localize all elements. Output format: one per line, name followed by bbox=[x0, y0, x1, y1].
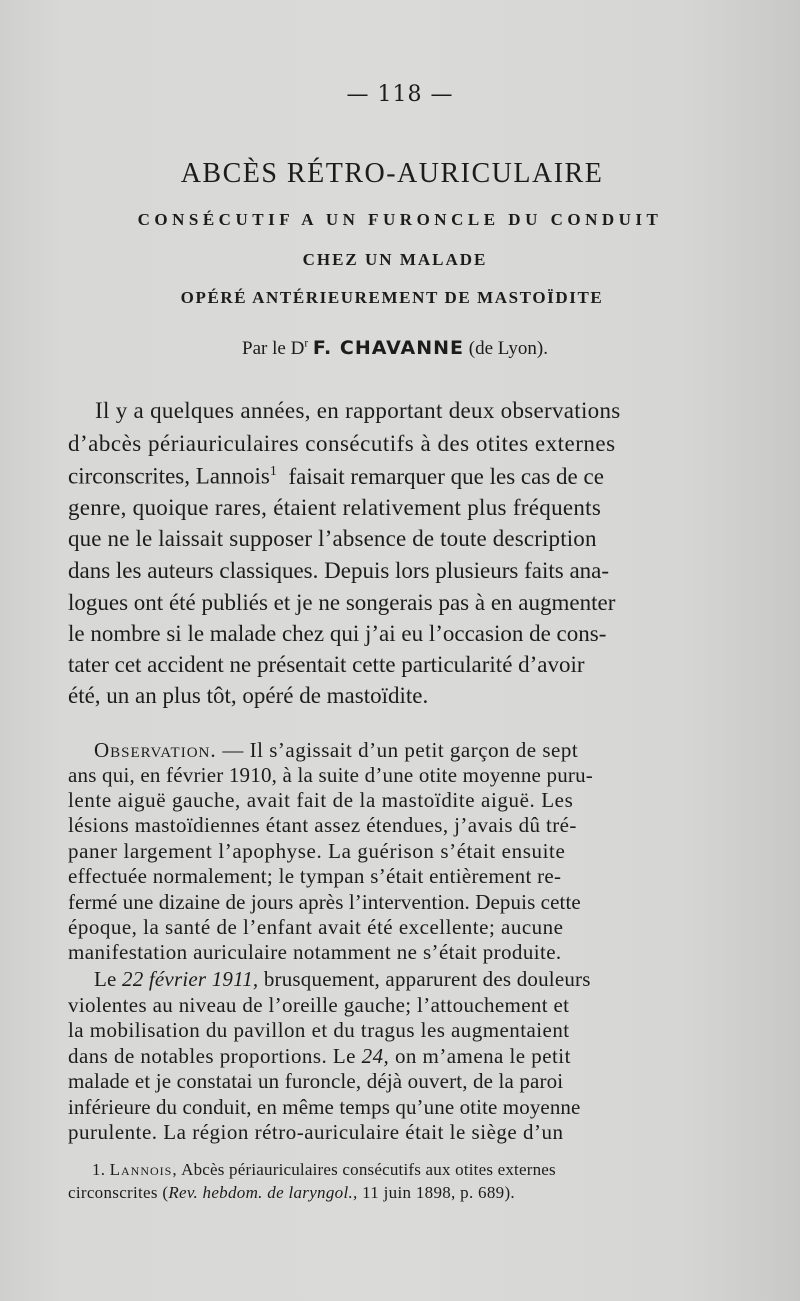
case-day: 24, bbox=[361, 1044, 390, 1068]
footnote-author: Lannois, bbox=[109, 1160, 178, 1179]
intro-line-1: Il y a quelques années, en rapportant deux observations bbox=[95, 398, 621, 423]
byline-prefix: Par le D bbox=[242, 338, 305, 359]
case-line-1 bbox=[94, 967, 591, 992]
intro-line-7: logues ont été publiés et je ne songerais pas à en augmenter bbox=[68, 590, 616, 615]
article-subtitle-1: CONSÉCUTIF A UN FURONCLE DU CONDUIT bbox=[137, 210, 663, 229]
case-line-4b: on m’amena le petit bbox=[394, 1044, 571, 1068]
case-line-5: malade et je constatai un furoncle, déjà ouvert, de la paroi bbox=[68, 1069, 564, 1093]
intro-line-8: le nombre si le malade chez qui j’ai eu l’occasion de cons- bbox=[68, 621, 607, 646]
observation-line-1-text: — Il s’agissait d’un petit garçon de sept bbox=[222, 738, 579, 762]
footnote-line-2 bbox=[68, 1183, 515, 1203]
intro-line-4: genre, quoique rares, étaient relativement plus fréquents bbox=[68, 495, 602, 520]
observation-line-4: lésions mastoïdiennes étant assez étendues, j’avais dû tré- bbox=[68, 813, 577, 837]
case-line-6: inférieure du conduit, en même temps qu’une otite moyenne bbox=[68, 1095, 581, 1119]
intro-line-2: d’abcès périauriculaires consécutifs à des otites externes bbox=[68, 431, 616, 456]
intro-line-6: dans les auteurs classiques. Depuis lors plusieurs faits ana- bbox=[68, 558, 610, 583]
footnote-line-2-end: 11 juin 1898, p. 689). bbox=[362, 1183, 515, 1202]
observation-line-5: paner largement l’apophyse. La guérison s’était ensuite bbox=[68, 839, 566, 863]
footnote-line-1 bbox=[92, 1160, 556, 1180]
article-subtitle-2: CHEZ UN MALADE bbox=[302, 250, 488, 269]
observation-line-2: ans qui, en février 1910, à la suite d’une otite moyenne puru- bbox=[68, 763, 593, 787]
page-number: — 118 — bbox=[346, 82, 454, 107]
intro-line-3 bbox=[68, 463, 604, 490]
case-line-4 bbox=[68, 1044, 571, 1069]
case-date: 22 février 1911, bbox=[122, 967, 259, 991]
footnote-journal: Rev. hebdom. de laryngol., bbox=[168, 1183, 358, 1202]
case-lead: Le bbox=[94, 967, 117, 991]
byline-prefix-sup: r bbox=[304, 337, 309, 350]
observation-line-8: époque, la santé de l’enfant avait été excellente; aucune bbox=[68, 915, 564, 939]
intro-line-3b: faisait remarquer que les cas de ce bbox=[288, 463, 604, 489]
intro-line-3a: circonscrites, Lannois bbox=[68, 463, 270, 489]
case-line-2: violentes au niveau de l’oreille gauche; l’attouchement et bbox=[68, 993, 570, 1017]
observation-line-6: effectuée normalement; le tympan s’était entièrement re- bbox=[68, 864, 562, 888]
intro-line-5: que ne le laissait supposer l’absence de toute description bbox=[68, 526, 597, 551]
observation-line-9: manifestation auriculaire notamment ne s’était produite. bbox=[68, 940, 562, 964]
byline-suffix: (de Lyon). bbox=[468, 338, 548, 359]
footnote-line-2-start: circonscrites ( bbox=[68, 1183, 169, 1202]
case-line-7: purulente. La région rétro-auriculaire était le siège d’un bbox=[68, 1120, 564, 1144]
observation-line-3: lente aiguë gauche, avait fait de la mastoïdite aiguë. Les bbox=[68, 788, 574, 812]
case-line-3: la mobilisation du pavillon et du tragus les augmentaient bbox=[68, 1018, 570, 1042]
intro-line-9: tater cet accident ne présentait cette particularité d’avoir bbox=[68, 652, 585, 677]
observation-line-1 bbox=[94, 738, 578, 763]
byline bbox=[0, 337, 790, 360]
case-line-4a: dans de notables proportions. Le bbox=[68, 1044, 356, 1068]
footnote-line-1-text: Abcès périauriculaires consécutifs aux otites externes bbox=[181, 1160, 556, 1179]
observation-line-7: fermé une dizaine de jours après l’intervention. Depuis cette bbox=[68, 890, 581, 914]
byline-author: F. CHAVANNE bbox=[312, 337, 465, 359]
intro-line-10: été, un an plus tôt, opéré de mastoïdite. bbox=[68, 683, 429, 708]
case-line-1-text: brusquement, apparurent des douleurs bbox=[263, 967, 591, 991]
article-title: ABCÈS RÉTRO-AURICULAIRE bbox=[180, 158, 604, 189]
footnote-ref: 1 bbox=[269, 463, 277, 478]
article-subtitle-3: OPÉRÉ ANTÉRIEUREMENT DE MASTOÏDITE bbox=[180, 288, 604, 307]
observation-heading: Observation. bbox=[94, 738, 217, 762]
footnote-number: 1. bbox=[92, 1160, 106, 1179]
